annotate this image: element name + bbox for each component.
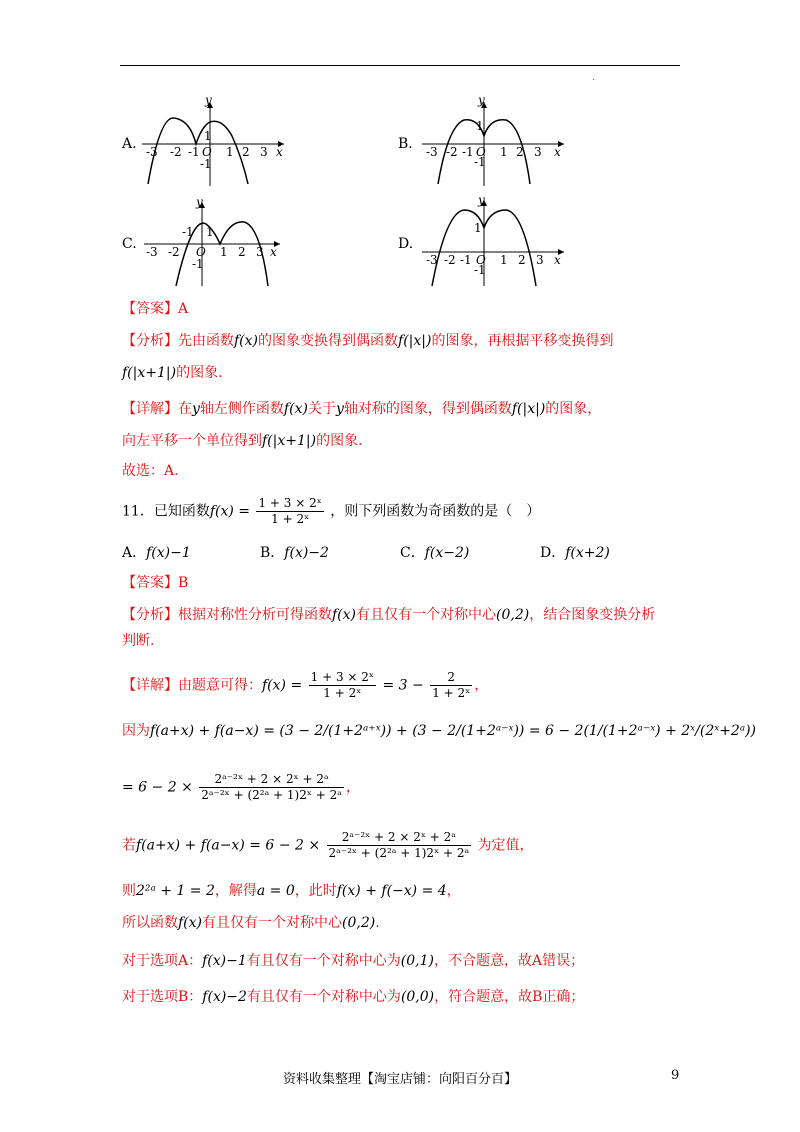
graph-c-tick: 2 (238, 245, 246, 259)
graph-a-x-label: x (276, 145, 283, 159)
graph-a-y-label: y (205, 96, 212, 107)
graph-b-tick: 3 (534, 145, 542, 159)
detail-tag: 【详解】 (122, 401, 178, 417)
graph-c-tick: -3 (146, 245, 158, 259)
graph-a-tick: -1 (188, 145, 200, 159)
graph-a-tick: 3 (260, 145, 268, 159)
graph-d-tick: -1 (460, 253, 472, 267)
q11-option-b-analysis: 对于选项B：f(x)−2有且仅有一个对称中心为(0,0)，符合题意，故B正确； (122, 989, 585, 1005)
graph-c-ytick: 1 (206, 225, 214, 239)
graph-c-tick: -2 (168, 245, 180, 259)
option-c-label: C. (122, 236, 137, 252)
graph-c-y-label: y (196, 196, 203, 209)
q11-detail-line2: 因为f(a+x) + f(a−x) = (3 − 2/(1+2ᵃ⁺ˣ)) + (3 − 2/(1+2ᵃ⁻ˣ)) = 6 − 2(1/(1+2ᵃ⁻ˣ) + 2ˣ/(2ˣ+2ᵃ)) (122, 723, 757, 739)
graph-d-origin: O (476, 253, 486, 267)
analysis-tag: 【分析】 (122, 333, 178, 349)
q11-analysis-line2: 判断. (122, 633, 155, 649)
q10-detail-line1 (122, 398, 601, 420)
math: f(|x+1|) (122, 365, 177, 381)
graph-c-tick: 1 (220, 245, 228, 259)
graph-d-tick: -2 (444, 253, 456, 267)
header-rule (120, 65, 680, 66)
graph-d-ytick: -1 (474, 263, 486, 277)
q10-answer: 【答案】A (122, 301, 189, 317)
q11-detail-line3: = 6 − 2 × $\frac{\text{2ᵃ⁻²ˣ + 2 × 2ˣ + 2ᵃ}}{\text{2ᵃ⁻²ˣ + (2²ᵃ + 1)2ˣ + 2ᵃ}}$ ， (122, 772, 360, 802)
graph-c-origin: O (196, 245, 206, 259)
graph-d-tick: 1 (500, 253, 508, 267)
text: 先由函数 (178, 333, 234, 349)
page-number: 9 (671, 1068, 680, 1083)
graph-d-y-label: y (478, 194, 485, 207)
q11-analysis-line1: 【分析】根据对称性分析可得函数f(x)有且仅有一个对称中心(0,2)，结合图象变换分析 (122, 607, 656, 623)
graph-c-ytick: -1 (182, 225, 194, 239)
graph-a-ytick: -1 (200, 157, 212, 171)
option-d-label: D. (398, 236, 414, 252)
graph-c-ytick: -1 (192, 257, 204, 271)
graph-d (418, 194, 568, 288)
q11-option-d: D．f(x+2) (540, 545, 610, 561)
q11-detail-line6: 所以函数f(x)有且仅有一个对称中心(0,2). (122, 915, 380, 931)
math: f(|x|) (511, 401, 546, 417)
graph-b (418, 96, 568, 188)
q11-detail-line1: 【详解】由题意可得：f(x) = $\frac{\text{1 + 3 × 2ˣ}}{\text{1 + 2ˣ}}$ = 3 − $\frac{2}{\text{1 + 2ˣ}}$ ， (122, 670, 489, 700)
math: y (192, 401, 200, 417)
graph-a-tick: -2 (170, 145, 182, 159)
text: 关于 (307, 401, 336, 417)
graph-b-tick: -3 (426, 145, 438, 159)
graph-c-x-label: x (270, 245, 277, 259)
text: 的图象. (176, 365, 223, 381)
q11-detail-line4: 若f(a+x) + f(a−x) = 6 − 2 × $\frac{\text{2ᵃ⁻²ˣ + 2 × 2ˣ + 2ᵃ}}{\text{2ᵃ⁻²ˣ + (2²ᵃ + 1)2ˣ + 2ᵃ}}$ 为定值， (122, 830, 534, 860)
graph-b-tick: -1 (462, 145, 474, 159)
graph-d-ytick: 1 (474, 221, 482, 235)
graph-a (138, 96, 288, 188)
page-footer: 资料收集整理【淘宝店铺：向阳百分百】 (282, 1072, 517, 1087)
math: f(x) = (209, 503, 251, 520)
graph-c-tick: 3 (256, 245, 264, 259)
math: f(x) (283, 401, 308, 417)
text: 轴左侧作函数 (199, 401, 284, 417)
math: f(|x|) (398, 333, 432, 349)
text: 的图象变换得到偶函数 (258, 333, 399, 349)
text: 的图象. (316, 433, 363, 449)
q11-option-a-analysis: 对于选项A：f(x)−1有且仅有一个对称中心为(0,1)，不合题意，故A错误； (122, 953, 585, 969)
math: f(|x+1|) (262, 433, 317, 449)
graph-c (140, 196, 285, 288)
q11-option-c: C．f(x−2) (400, 545, 470, 561)
math: y (335, 401, 344, 417)
text: 的图象，再根据平移变换得到 (431, 333, 614, 349)
text: 11．已知函数 (122, 503, 210, 520)
text: 轴对称的图象，得到偶函数 (343, 401, 512, 417)
graph-b-ytick: -1 (474, 155, 486, 169)
q10-analysis-line1 (122, 330, 613, 352)
graph-d-x-label: x (554, 253, 561, 267)
q10-choose: 故选：A. (122, 463, 179, 479)
graph-b-y-label: y (478, 96, 485, 107)
text: 在 (178, 401, 192, 417)
graph-b-ytick: 1 (476, 119, 484, 133)
text: 向左平移一个单位得到 (122, 433, 262, 449)
q10-analysis-line2 (122, 362, 223, 384)
text: ，则下列函数为奇函数的是（ ） (330, 503, 541, 520)
text: 的图象， (545, 401, 602, 417)
fraction: $\frac{\text{1 + 3 × 2ˣ}}{\text{1 + 2ˣ}}$ (258, 496, 322, 526)
q11-stem (122, 496, 540, 527)
q11-option-a: A．f(x)−1 (122, 545, 191, 561)
q11-answer: 【答案】B (122, 575, 189, 591)
graph-a-tick: 1 (226, 145, 234, 159)
option-a-label: A. (122, 136, 137, 152)
graph-a-origin: O (202, 145, 212, 159)
graph-a-tick: -3 (146, 145, 158, 159)
q11-option-b: B．f(x)−2 (260, 545, 329, 561)
graph-b-tick: 1 (500, 145, 508, 159)
graph-a-ytick: 1 (204, 129, 212, 143)
graph-a-tick: 2 (242, 145, 250, 159)
graph-b-tick: -2 (446, 145, 458, 159)
graph-d-tick: 3 (536, 253, 544, 267)
graph-d-tick: -3 (426, 253, 438, 267)
graph-d-tick: 2 (518, 253, 526, 267)
q11-detail-line5: 则2²ᵃ + 1 = 2，解得a = 0，此时f(x) + f(−x) = 4， (122, 883, 461, 899)
graph-b-x-label: x (554, 145, 561, 159)
header-dot: . (592, 72, 596, 83)
q10-detail-line2 (122, 430, 363, 452)
math: f(x) (234, 333, 259, 349)
option-b-label: B. (398, 136, 413, 152)
graph-b-tick: 2 (516, 145, 524, 159)
graph-b-origin: O (476, 145, 486, 159)
